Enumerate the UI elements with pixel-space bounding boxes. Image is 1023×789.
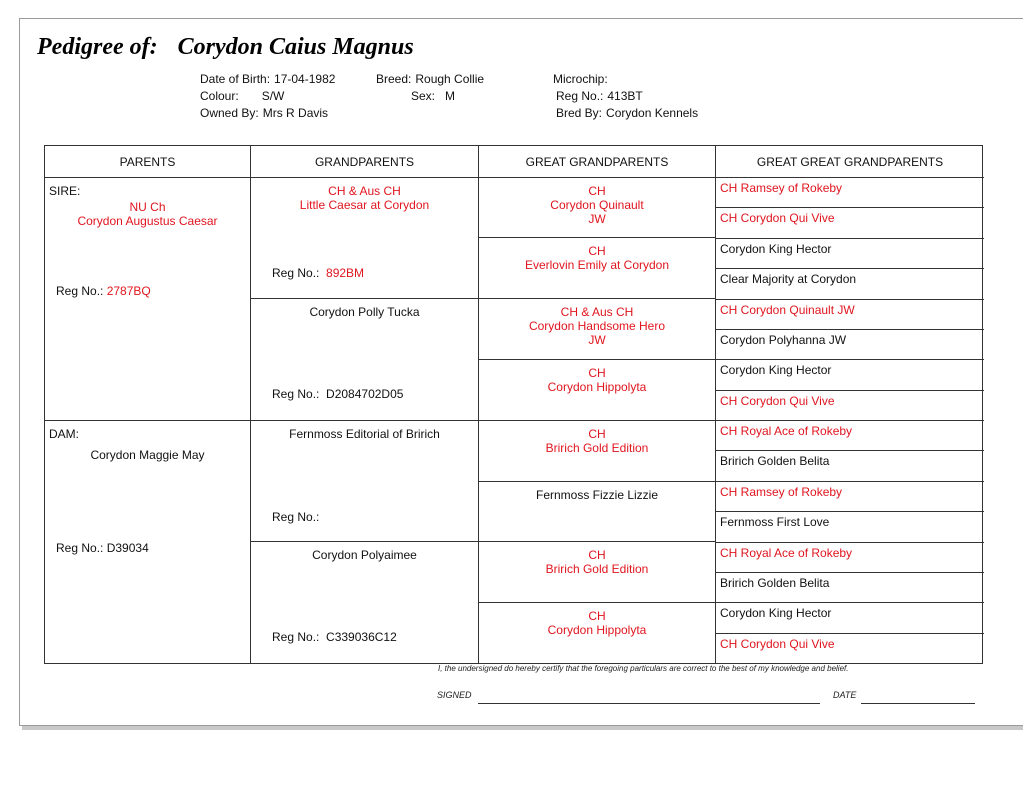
great-grandparent-name-block — [479, 244, 715, 272]
great-great-grandparent-name: Corydon King Hector — [720, 242, 832, 256]
great-great-grandparent-name: CH Royal Ace of Rokeby — [720, 424, 853, 438]
grandparent-reg-label: Reg No.: — [272, 510, 320, 524]
sire-reg — [56, 284, 151, 298]
grandparent-reg-label: Reg No.: — [272, 266, 320, 280]
grandparent-reg-value: 892BM — [326, 266, 365, 280]
date-label: DATE — [833, 690, 857, 700]
microchip-label: Microchip: — [553, 72, 608, 86]
great-grandparent-cell — [479, 299, 716, 360]
great-great-grandparent-name: Clear Majority at Corydon — [720, 272, 857, 286]
great-great-grandparent-name: Corydon King Hector — [720, 606, 832, 620]
sire-reg-value: 2787BQ — [106, 284, 151, 298]
column-header-parents: PARENTS — [45, 146, 251, 178]
reg-field — [556, 89, 643, 103]
great-grandparent-title: CH — [588, 548, 606, 562]
grandparent-reg — [272, 266, 364, 280]
breed-label: Breed: — [376, 72, 412, 86]
great-great-grandparent-name: CH Corydon Qui Vive — [720, 394, 835, 408]
column-header-grandparents: GRANDPARENTS — [251, 146, 479, 178]
column-header-great-grandparents: GREAT GRANDPARENTS — [479, 146, 716, 178]
colour-value: S/W — [261, 89, 285, 103]
great-grandparent-cell — [479, 421, 716, 482]
great-grandparent-title: CH — [588, 184, 606, 198]
great-grandparent-name: Everlovin Emily at Corydon — [524, 258, 670, 272]
great-grandparent-name: Corydon Hippolyta — [547, 623, 647, 637]
dam-label: DAM: — [49, 427, 79, 441]
great-grandparent-cell — [479, 603, 716, 664]
great-great-grandparent-cell — [716, 634, 984, 664]
sex-value: M — [445, 89, 456, 103]
great-great-grandparent-name: Corydon King Hector — [720, 363, 832, 377]
grandparent-name: Corydon Polly Tucka — [309, 305, 420, 319]
great-grandparent-name: Bririch Gold Edition — [545, 441, 649, 455]
great-grandparent-name: Fernmoss Fizzie Lizzie — [535, 488, 659, 502]
great-grandparent-title: CH — [588, 427, 606, 441]
great-great-grandparent-name: Corydon Polyhanna JW — [720, 333, 847, 347]
great-great-grandparent-name: CH Corydon Qui Vive — [720, 211, 835, 225]
breeder-value: Corydon Kennels — [606, 106, 699, 120]
great-grandparent-cell — [479, 238, 716, 299]
reg-label: Reg No.: — [556, 89, 604, 103]
great-great-grandparent-name: CH Ramsey of Rokeby — [720, 181, 843, 195]
sire-name: Corydon Augustus Caesar — [77, 214, 218, 228]
great-grandparent-name: Corydon Handsome Hero — [528, 319, 666, 333]
great-grandparent-title: CH — [588, 609, 606, 623]
owner-label: Owned By: — [200, 106, 259, 120]
great-great-grandparent-cell — [716, 421, 984, 451]
great-great-grandparent-name: Bririch Golden Belita — [720, 576, 830, 590]
great-grandparent-cell — [479, 178, 716, 238]
sire-name-block — [45, 200, 250, 228]
grandparent-reg-value: D2084702D05 — [326, 387, 404, 401]
dob-value: 17-04-1982 — [274, 72, 336, 86]
great-great-grandparent-cell — [716, 178, 984, 208]
dob-field — [200, 72, 335, 86]
great-grandparent-name: Bririch Gold Edition — [545, 562, 649, 576]
dam-name: Corydon Maggie May — [90, 448, 205, 462]
great-great-grandparent-cell — [716, 239, 984, 269]
great-grandparent-suffix: JW — [588, 333, 606, 347]
sire-cell — [45, 178, 251, 421]
great-great-grandparent-name: CH Royal Ace of Rokeby — [720, 546, 853, 560]
sex-label: Sex: — [411, 89, 436, 103]
column-header-great-great-grandparents: GREAT GREAT GRANDPARENTS — [716, 146, 984, 178]
great-grandparent-suffix: JW — [588, 212, 606, 226]
great-great-grandparent-cell — [716, 300, 984, 330]
great-great-grandparent-cell — [716, 573, 984, 603]
grandparent-reg-label: Reg No.: — [272, 630, 320, 644]
great-grandparent-cell — [479, 482, 716, 542]
grandparent-name: Corydon Polyaimee — [312, 548, 417, 562]
grandparent-reg — [272, 387, 403, 401]
sire-title: NU Ch — [129, 200, 166, 214]
grandparent-reg-label: Reg No.: — [272, 387, 320, 401]
dog-name: Corydon Caius Magnus — [177, 34, 414, 60]
sex-field — [411, 89, 455, 103]
date-line[interactable] — [861, 703, 975, 704]
great-grandparent-name-block — [479, 548, 715, 576]
great-grandparent-title: CH & Aus CH — [560, 305, 634, 319]
dam-reg-label: Reg No.: — [56, 541, 104, 555]
great-grandparent-name-block — [479, 427, 715, 455]
grandparent-name: Fernmoss Editorial of Bririch — [289, 427, 440, 441]
breed-value: Rough Collie — [415, 72, 485, 86]
great-great-grandparent-name: CH Ramsey of Rokeby — [720, 485, 843, 499]
great-great-grandparent-name: CH Corydon Quinault JW — [720, 303, 855, 317]
great-great-grandparent-name: Bririch Golden Belita — [720, 454, 830, 468]
great-great-grandparent-cell — [716, 269, 984, 300]
dam-reg-value: D39034 — [106, 541, 149, 555]
dam-cell — [45, 421, 251, 664]
grandparent-reg — [272, 630, 397, 644]
great-grandparent-name-block — [479, 609, 715, 637]
great-grandparent-name: Corydon Quinault — [550, 198, 644, 212]
breeder-label: Bred By: — [556, 106, 603, 120]
great-great-grandparent-cell — [716, 482, 984, 512]
great-grandparent-cell — [479, 542, 716, 603]
colour-field — [200, 89, 284, 103]
dam-reg — [56, 541, 149, 555]
grandparent-reg-value: C339036C12 — [326, 630, 397, 644]
great-grandparent-cell — [479, 360, 716, 421]
great-great-grandparent-cell — [716, 512, 984, 543]
owner-value: Mrs R Davis — [262, 106, 329, 120]
grandparent-cell — [251, 421, 479, 542]
great-great-grandparent-cell — [716, 603, 984, 634]
signed-label: SIGNED — [437, 690, 472, 700]
great-great-grandparent-cell — [716, 451, 984, 482]
certification-text: I, the undersigned do hereby certify that the foregoing particulars are correct to the best of my knowledge and belief. — [438, 664, 849, 673]
great-grandparent-name-block — [479, 184, 715, 226]
great-great-grandparent-cell — [716, 543, 984, 573]
great-great-grandparent-name: CH Corydon Qui Vive — [720, 637, 835, 651]
great-grandparent-name-block — [479, 366, 715, 394]
great-great-grandparent-cell — [716, 391, 984, 421]
sire-label: SIRE: — [49, 184, 81, 198]
breed-field — [376, 72, 484, 86]
great-great-grandparent-cell — [716, 208, 984, 239]
colour-label: Colour: — [200, 89, 239, 103]
breeder-field — [556, 106, 698, 120]
reg-value: 413BT — [607, 89, 643, 103]
grandparent-cell — [251, 299, 479, 421]
title-prefix: Pedigree of: — [37, 34, 158, 60]
great-grandparent-title: CH — [588, 366, 606, 380]
owner-field — [200, 106, 328, 120]
grandparent-name-block — [251, 184, 478, 212]
great-grandparent-name-block — [479, 305, 715, 347]
great-great-grandparent-cell — [716, 360, 984, 391]
grandparent-name: Little Caesar at Corydon — [299, 198, 430, 212]
great-grandparent-name: Corydon Hippolyta — [547, 380, 647, 394]
grandparent-title: CH & Aus CH — [328, 184, 401, 198]
sire-reg-label: Reg No.: — [56, 284, 104, 298]
great-grandparent-title: CH — [588, 244, 606, 258]
grandparent-cell — [251, 178, 479, 299]
grandparent-cell — [251, 542, 479, 664]
page-title — [37, 34, 414, 61]
grandparent-reg — [272, 510, 326, 524]
great-great-grandparent-cell — [716, 330, 984, 360]
great-grandparent-name-block — [479, 488, 715, 502]
microchip-field — [553, 72, 608, 86]
pedigree-table — [44, 145, 983, 664]
dob-label: Date of Birth: — [200, 72, 271, 86]
great-great-grandparent-name: Fernmoss First Love — [720, 515, 830, 529]
signature-line[interactable] — [478, 703, 820, 704]
